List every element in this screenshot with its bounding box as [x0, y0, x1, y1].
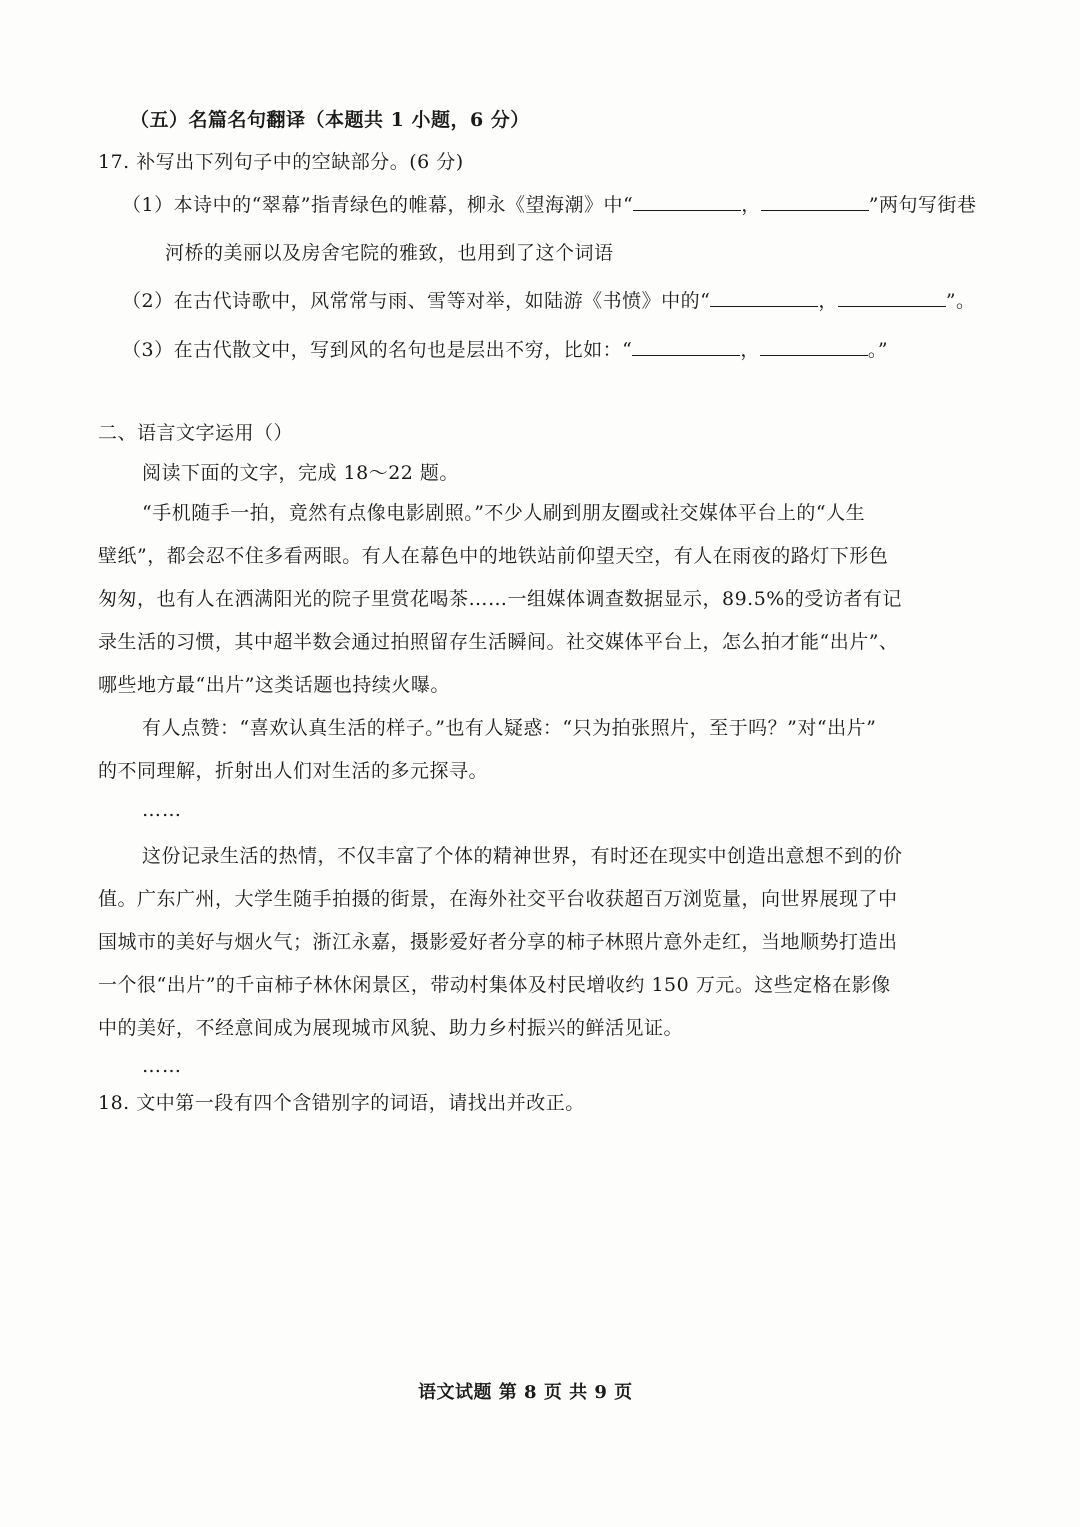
question-17-item-3 — [122, 337, 888, 363]
passage-line: 国城市的美好与烟火气；浙江永嘉，摄影爱好者分享的柿子林照片意外走红，当地顺势打造出 — [98, 931, 898, 953]
item-3-text-a: （3）在古代散文中，写到风的名句也是层出不穷，比如：“ — [122, 339, 633, 361]
passage-line: 值。广东广州，大学生随手拍摄的街景，在海外社交平台收获超百万浏览量，向世界展现了中 — [98, 888, 898, 910]
question-17-title: 17. 补写出下列句子中的空缺部分。(6 分) — [98, 151, 464, 173]
part-2-heading: 二、语言文字运用（） — [98, 422, 294, 444]
reading-instruction: 阅读下面的文字，完成 18～22 题。 — [142, 462, 459, 484]
answer-blank[interactable] — [633, 192, 741, 211]
passage-line: 这份记录生活的热情，不仅丰富了个体的精神世界，有时还在现实中创造出意想不到的价 — [142, 845, 903, 867]
answer-blank[interactable] — [838, 288, 946, 307]
page-footer: 语文试题 第 8 页 共 9 页 — [418, 1382, 633, 1403]
answer-blank[interactable] — [710, 288, 818, 307]
passage-line: 壁纸”，都会忍不住多看两眼。有人在幕色中的地铁站前仰望天空，有人在雨夜的路灯下形色 — [98, 545, 889, 567]
item-2-text-c: ”。 — [945, 290, 976, 312]
section-heading: （五）名篇名句翻译（本题共 1 小题，6 分） — [130, 109, 530, 131]
passage-ellipsis: …… — [142, 799, 182, 821]
passage-ellipsis: …… — [142, 1055, 182, 1077]
question-18: 18. 文中第一段有四个含错别字的词语，请找出并改正。 — [98, 1092, 585, 1114]
passage-line: 有人点赞：“喜欢认真生活的样子。”也有人疑惑：“只为拍张照片，至于吗？”对“出片” — [142, 717, 877, 739]
passage-line: 匆匆，也有人在洒满阳光的院子里赏花喝茶……一组媒体调查数据显示，89.5%的受访者有记 — [98, 588, 902, 610]
answer-blank[interactable] — [761, 192, 869, 211]
answer-blank[interactable] — [760, 337, 868, 356]
item-2-text-a: （2）在古代诗歌中，风常常与雨、雪等对举，如陆游《书愤》中的“ — [122, 290, 711, 312]
passage-line: 录生活的习惯，其中超半数会通过拍照留存生活瞬间。社交媒体平台上，怎么拍才能“出片”、 — [98, 631, 899, 653]
passage-line: “手机随手一拍，竟然有点像电影剧照。”不少人刷到朋友圈或社交媒体平台上的“人生 — [142, 502, 866, 524]
item-2-text-b: ， — [818, 290, 838, 312]
question-17-item-1 — [122, 192, 976, 218]
item-3-text-b: ， — [740, 339, 760, 361]
answer-blank[interactable] — [632, 337, 740, 356]
item-1-text-a: （1）本诗中的“翠幕”指青绿色的帷幕，柳永《望海潮》中“ — [122, 194, 634, 216]
question-17-item-1-cont: 河桥的美丽以及房舍宅院的雅致，也用到了这个词语 — [165, 242, 614, 264]
passage-line: 的不同理解，折射出人们对生活的多元探寻。 — [98, 760, 489, 782]
passage-line: 一个很“出片”的千亩柿子林休闲景区，带动村集体及村民增收约 150 万元。这些定格在影像 — [98, 974, 891, 996]
item-1-text-b: ， — [741, 194, 761, 216]
item-1-text-c: ”两句写街巷 — [868, 194, 977, 216]
passage-line: 中的美好，不经意间成为展现城市风貌、助力乡村振兴的鲜活见证。 — [98, 1017, 684, 1039]
passage-line: 哪些地方最“出片”这类话题也持续火曝。 — [98, 674, 450, 696]
question-17-item-2 — [122, 288, 976, 314]
item-3-text-c: 。” — [867, 339, 889, 361]
